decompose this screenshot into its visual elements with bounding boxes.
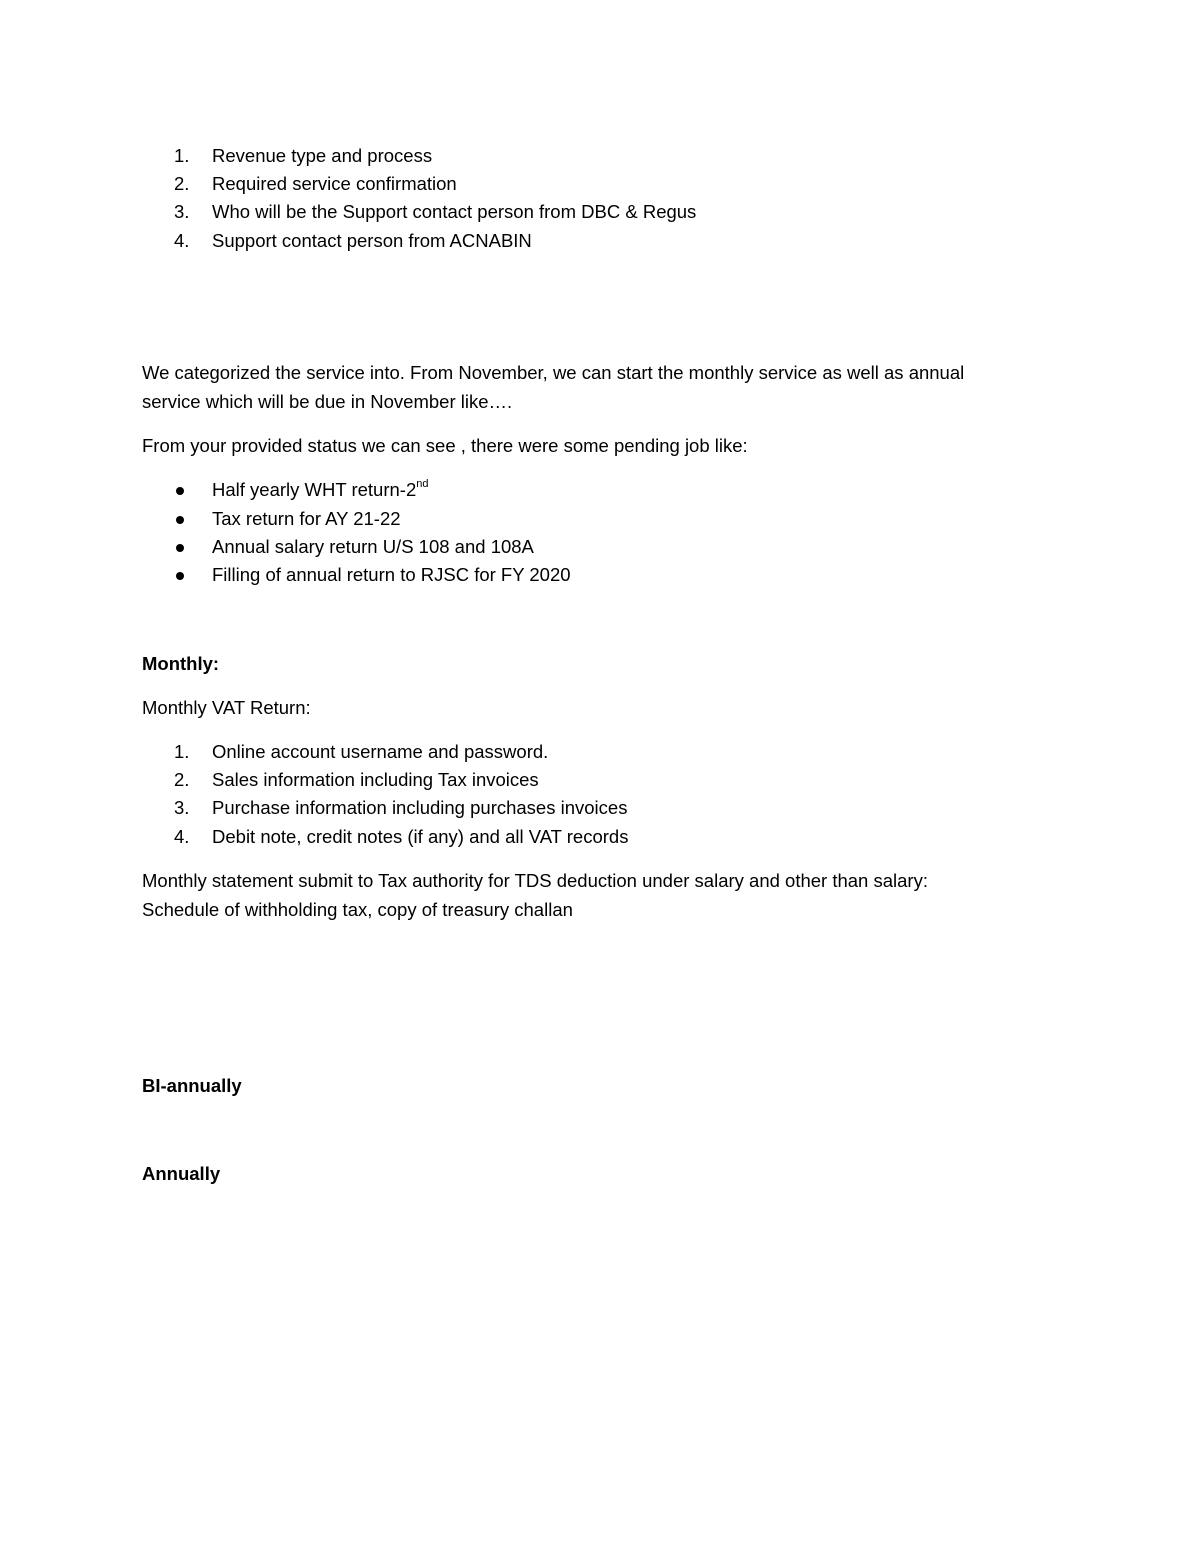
superscript: nd xyxy=(416,477,429,490)
list-marker: 3. xyxy=(174,201,190,222)
bullet-icon xyxy=(176,572,184,580)
bullet-icon xyxy=(176,487,184,495)
list-item: Sales information including Tax invoices xyxy=(212,769,539,790)
paragraph: From your provided status we can see , there were some pending job like: xyxy=(142,435,748,456)
section-heading-monthly: Monthly: xyxy=(142,653,220,674)
list-item: Required service confirmation xyxy=(212,173,457,194)
bullet-icon xyxy=(176,516,184,524)
list-marker: 2. xyxy=(174,173,190,194)
list-item: Purchase information including purchases invoices xyxy=(212,797,628,818)
list-marker: 3. xyxy=(174,797,190,818)
paragraph-line: We categorized the service into. From November, we can start the monthly service as well as annual xyxy=(142,362,965,383)
list-item xyxy=(212,479,428,501)
list-item: Filling of annual return to RJSC for FY 2020 xyxy=(212,564,571,585)
list-item: Support contact person from ACNABIN xyxy=(212,230,532,251)
list-marker: 4. xyxy=(174,826,190,847)
list-marker: 2. xyxy=(174,769,190,790)
list-marker: 1. xyxy=(174,741,190,762)
section-heading-annually: Annually xyxy=(142,1163,221,1184)
section-heading-biannually: BI-annually xyxy=(142,1075,242,1096)
subheading-monthly-vat: Monthly VAT Return: xyxy=(142,697,311,718)
list-marker: 4. xyxy=(174,230,190,251)
bullet-icon xyxy=(176,544,184,552)
list-item: Who will be the Support contact person from DBC & Regus xyxy=(212,201,697,222)
list-item: Annual salary return U/S 108 and 108A xyxy=(212,536,534,557)
list-item: Online account username and password. xyxy=(212,741,549,762)
paragraph-line: service which will be due in November like…. xyxy=(142,391,513,412)
list-item: Tax return for AY 21-22 xyxy=(212,508,401,529)
list-marker: 1. xyxy=(174,145,190,166)
list-item: Revenue type and process xyxy=(212,145,433,166)
list-item-text: Half yearly WHT return-2 xyxy=(212,479,417,500)
list-item: Debit note, credit notes (if any) and all VAT records xyxy=(212,826,629,847)
paragraph-line: Monthly statement submit to Tax authority for TDS deduction under salary and other than salary: xyxy=(142,870,928,891)
paragraph-line: Schedule of withholding tax, copy of treasury challan xyxy=(142,899,573,920)
